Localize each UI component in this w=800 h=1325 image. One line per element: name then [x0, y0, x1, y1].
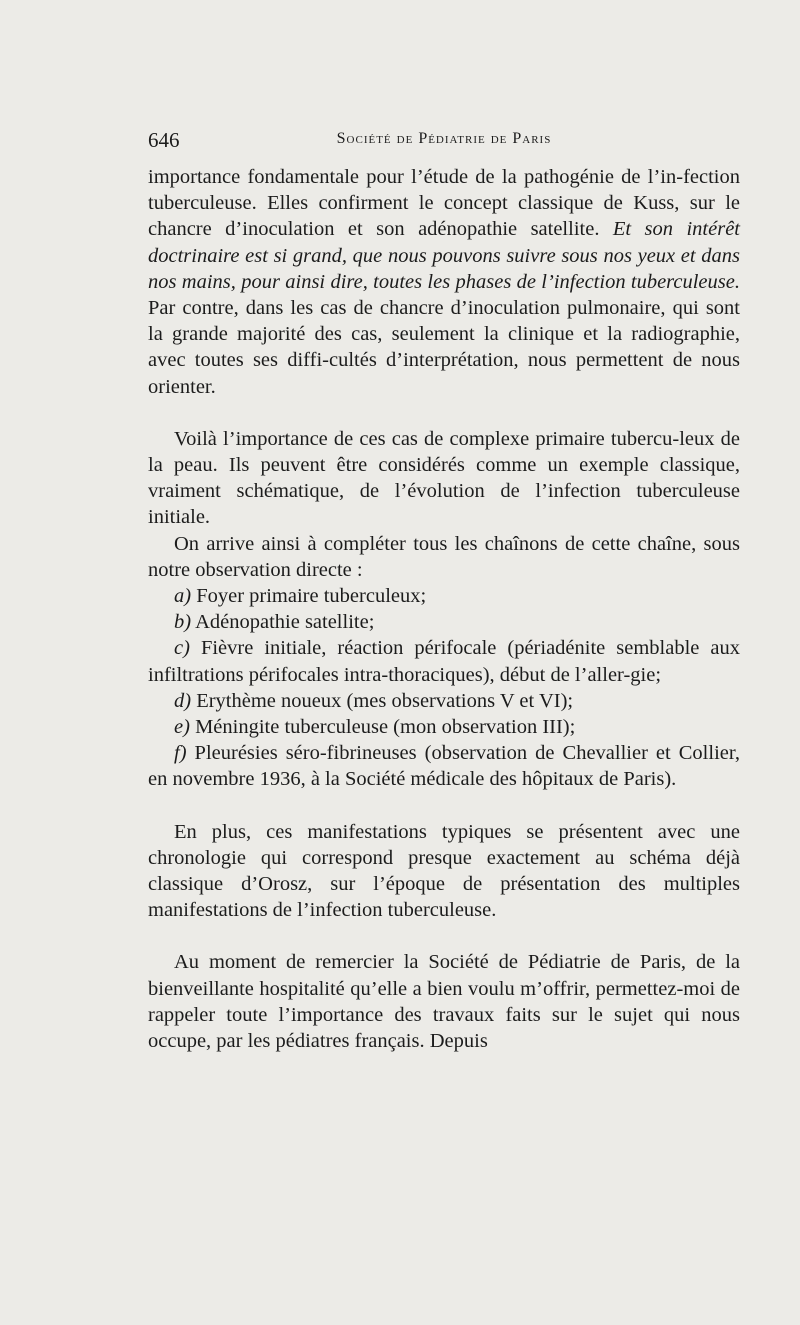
- spacer: [148, 793, 740, 819]
- list-item-d: [148, 688, 740, 714]
- list-letter: e): [174, 716, 190, 739]
- list-letter: c): [174, 637, 190, 660]
- running-title: Société de Pédiatrie de Paris: [336, 130, 552, 147]
- list-item-b: [148, 609, 740, 635]
- paragraph-1-text-b: Par contre, dans les cas de chancre d’inoculation pulmonaire, qui sont la grande majorité des cas, seulement la clinique et la radiographie, avec toutes ses diffi-cultés d’interprétation, nous permettent de nous orienter.: [148, 297, 740, 398]
- list-item-c: [148, 635, 740, 687]
- list-text: Adénopathie satellite;: [191, 611, 375, 634]
- list-text: Fièvre initiale, réaction périfocale (périadénite semblable aux infiltrations périfocales intra-thoraciques), début de l’aller-gie;: [148, 637, 740, 686]
- paragraph-1-italic: Et son intérêt doctrinaire est si grand, que nous pouvons suivre sous nos yeux et dans nos mains, pour ainsi dire, toutes les phases de l’infection tuberculeuse.: [148, 218, 740, 293]
- paragraph-4: En plus, ces manifestations typiques se présentent avec une chronologie qui correspond presque exactement au schéma déjà classique d’Orosz, sur l’époque de présentation des multiples manifestations de l’infection tuberculeuse.: [148, 820, 740, 922]
- paragraph-3: On arrive ainsi à compléter tous les chaînons de cette chaîne, sous notre observation directe :: [148, 532, 740, 581]
- page-header: [148, 128, 740, 156]
- list-text: Pleurésies séro-fibrineuses (observation de Chevallier et Collier, en novembre 1936, à la Société médicale des hôpitaux de Paris).: [148, 742, 740, 791]
- paragraph-5: Au moment de remercier la Société de Pédiatrie de Paris, de la bienveillante hospitalité qu’elle a bien voulu m’offrir, permettez-moi de rappeler toute l’importance des travaux faits sur le sujet qui nous occupe, par les pédiatres français. Depuis: [148, 951, 740, 1053]
- paragraph-2: Voilà l’importance de ces cas de complexe primaire tubercu-leux de la peau. Ils peuvent être considérés comme un exemple classique, vraiment schématique, de l’évolution de l’infection tuberculeuse initiale.: [148, 427, 740, 529]
- paragraph-1: [148, 164, 740, 400]
- list-letter: f): [174, 742, 187, 765]
- list-item-a: [148, 583, 740, 609]
- spacer: [148, 400, 740, 426]
- page-body: [148, 164, 740, 1054]
- list-text: Erythème noueux (mes observations V et VI);: [191, 689, 574, 712]
- paragraph-1-text-a: importance fondamentale pour l’étude de la pathogénie de l’in-fection tuberculeuse. Elles confirment le concept classique de Kuss, sur le chancre d’inoculation et son adénopathie satellite.: [148, 166, 740, 241]
- list-letter: d): [174, 689, 192, 712]
- list-letter: a): [174, 585, 192, 608]
- list-item-e: [148, 714, 740, 740]
- list-letter: b): [174, 611, 192, 634]
- spacer: [148, 923, 740, 949]
- list-text: Méningite tuberculeuse (mon observation III);: [189, 716, 576, 739]
- page-number: 646: [148, 128, 180, 152]
- list-item-f: [148, 740, 740, 792]
- list-text: Foyer primaire tuberculeux;: [191, 585, 427, 608]
